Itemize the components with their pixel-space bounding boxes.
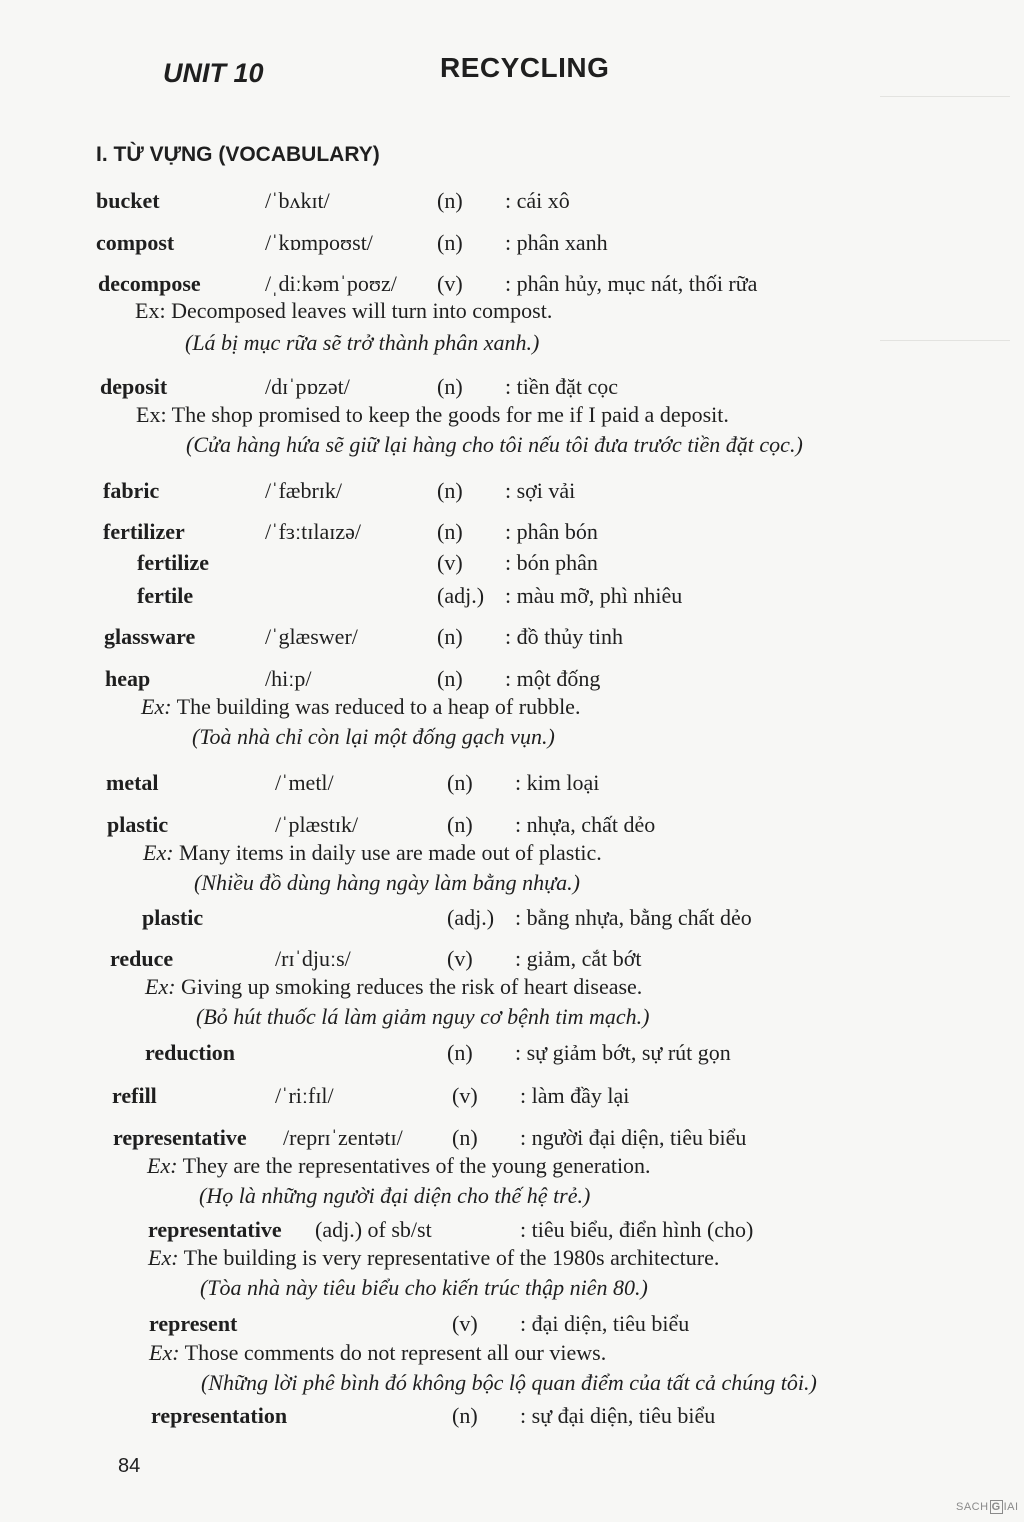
vocab-part-of-speech: (n) — [437, 230, 463, 255]
vocab-part-of-speech: (n) — [447, 812, 473, 837]
vocab-part-of-speech: (n) — [447, 770, 473, 795]
vocab-meaning: : kim loại — [515, 770, 600, 795]
example-label: Ex: — [147, 1153, 178, 1178]
vocab-entry — [103, 519, 980, 549]
vocab-phonetic: /ˈkɒmpoʊst/ — [265, 230, 373, 255]
vocab-entry — [110, 946, 980, 976]
vocab-part-of-speech: (n) — [437, 624, 463, 649]
vocab-phonetic: /ˈmetl/ — [275, 770, 334, 795]
vocab-word: representation — [151, 1403, 288, 1428]
example-label: Ex: — [148, 1245, 179, 1270]
vocab-phonetic: /ˈfæbrɪk/ — [265, 478, 342, 503]
vocab-word: refill — [112, 1083, 157, 1108]
vocab-word: fertilize — [137, 550, 210, 575]
vocab-entry — [145, 1040, 980, 1070]
example-translation: (Cửa hàng hứa sẽ giữ lại hàng cho tôi nếu tôi đưa trước tiền đặt cọc.) — [186, 432, 803, 457]
example-translation: (Bỏ hút thuốc lá làm giảm nguy cơ bệnh tim mạch.) — [196, 1004, 650, 1029]
vocab-part-of-speech: (v) — [452, 1083, 478, 1108]
bleed-through-line — [880, 340, 1010, 341]
vocab-entry — [142, 905, 980, 935]
vocab-part-of-speech: (n) — [437, 666, 463, 691]
vocab-word: represent — [149, 1311, 238, 1336]
vocab-entry — [96, 188, 980, 218]
vocab-meaning: : nhựa, chất dẻo — [515, 812, 656, 837]
vocab-entry — [113, 1125, 980, 1155]
vocab-entry — [104, 624, 980, 654]
vocab-entry — [98, 271, 980, 301]
vocab-part-of-speech: (n) — [447, 1040, 473, 1065]
vocab-meaning: : người đại diện, tiêu biểu — [520, 1125, 747, 1150]
vocab-word: fertile — [137, 583, 194, 608]
vocab-part-of-speech: (v) — [437, 550, 463, 575]
vocab-phonetic: /dɪˈpɒzət/ — [265, 374, 350, 399]
vocab-entry — [151, 1403, 980, 1433]
vocab-entry — [137, 583, 980, 613]
example-sentence — [145, 974, 642, 1000]
vocab-word: heap — [105, 666, 151, 691]
vocab-phonetic: /hiːp/ — [265, 666, 312, 691]
vocab-part-of-speech: (n) — [437, 519, 463, 544]
example-label: Ex: — [149, 1340, 180, 1365]
vocab-word: glassware — [104, 624, 196, 649]
vocab-word: decompose — [98, 271, 201, 296]
vocab-meaning: : tiêu biểu, điển hình (cho) — [520, 1217, 754, 1242]
example-text: Decomposed leaves will turn into compost. — [165, 298, 553, 323]
vocab-meaning: : phân bón — [505, 519, 598, 544]
vocab-phonetic: /reprɪˈzentətɪ/ — [283, 1125, 403, 1150]
example-sentence — [147, 1153, 651, 1179]
example-sentence — [136, 402, 729, 428]
example-text: The shop promised to keep the goods for me if I paid a deposit. — [166, 402, 729, 427]
vocab-entry — [100, 374, 980, 404]
vocab-entry — [137, 550, 980, 580]
vocab-phonetic: /ˌdiːkəmˈpoʊz/ — [265, 271, 397, 296]
vocab-part-of-speech: (n) — [437, 188, 463, 213]
example-text: They are the representatives of the young generation. — [177, 1153, 651, 1178]
example-text: Those comments do not represent all our views. — [179, 1340, 607, 1365]
unit-title: RECYCLING — [440, 52, 610, 83]
example-text: Giving up smoking reduces the risk of heart disease. — [175, 974, 643, 999]
vocab-meaning: : bón phân — [505, 550, 598, 575]
vocab-entry — [107, 812, 980, 842]
vocab-word: metal — [106, 770, 159, 795]
vocab-word: representative — [113, 1125, 247, 1150]
vocab-part-of-speech: (n) — [437, 478, 463, 503]
section-title: I. TỪ VỰNG (VOCABULARY) — [96, 143, 380, 166]
vocab-part-of-speech: (n) — [452, 1403, 478, 1428]
example-label: Ex: — [145, 974, 176, 999]
vocab-phonetic: /ˈglæswer/ — [265, 624, 358, 649]
vocab-meaning: : một đống — [505, 666, 601, 691]
vocab-meaning: : sợi vải — [505, 478, 576, 503]
example-translation: (Toà nhà chỉ còn lại một đống gạch vụn.) — [192, 724, 555, 749]
vocab-part-of-speech: (adj.) — [447, 905, 495, 930]
example-text: Many items in daily use are made out of plastic. — [173, 840, 602, 865]
vocab-entry — [105, 666, 980, 696]
example-translation: (Nhiều đồ dùng hàng ngày làm bằng nhựa.) — [194, 870, 580, 895]
example-label: Ex: — [135, 298, 166, 323]
watermark-right: IAI — [1003, 1501, 1019, 1513]
vocab-meaning: : tiền đặt cọc — [505, 374, 619, 399]
example-label: Ex: — [143, 840, 174, 865]
vocab-word: reduction — [145, 1040, 236, 1065]
vocab-phonetic: /ˈbʌkɪt/ — [265, 188, 330, 213]
example-label: Ex: — [141, 694, 172, 719]
vocab-entry — [149, 1311, 980, 1341]
vocab-phonetic: /ˈplæstɪk/ — [275, 812, 359, 837]
watermark-logo — [956, 1500, 1019, 1514]
example-sentence — [143, 840, 602, 866]
vocab-entry — [103, 478, 980, 508]
vocab-word: compost — [96, 230, 175, 255]
vocab-meaning: : làm đầy lại — [520, 1083, 630, 1108]
vocab-word: plastic — [142, 905, 204, 930]
example-translation: (Lá bị mục rữa sẽ trở thành phân xanh.) — [185, 330, 540, 355]
vocab-part-of-speech: (v) — [447, 946, 473, 971]
example-sentence — [148, 1245, 719, 1271]
vocab-word: representative — [148, 1217, 282, 1242]
vocab-part-of-speech: (n) — [437, 374, 463, 399]
watermark-box: G — [991, 1501, 1001, 1513]
example-translation: (Những lời phê bình đó không bộc lộ quan điểm của tất cả chúng tôi.) — [201, 1370, 817, 1395]
vocab-entry — [148, 1217, 980, 1247]
vocab-meaning: : đồ thủy tinh — [505, 624, 623, 649]
example-translation: (Tòa nhà này tiêu biểu cho kiến trúc thập niên 80.) — [200, 1275, 648, 1300]
vocab-word: fabric — [103, 478, 160, 503]
vocab-entry — [112, 1083, 980, 1113]
vocab-word: deposit — [100, 374, 168, 399]
vocab-part-of-speech: (adj.) — [437, 583, 485, 608]
vocab-word: bucket — [96, 188, 160, 213]
vocab-meaning: : sự giảm bớt, sự rút gọn — [515, 1040, 731, 1065]
example-translation: (Họ là những người đại diện cho thế hệ trẻ.) — [199, 1183, 591, 1208]
vocab-part-of-speech: (v) — [437, 271, 463, 296]
example-label: Ex: — [136, 402, 167, 427]
vocab-word: fertilizer — [103, 519, 185, 544]
vocab-meaning: : giảm, cắt bớt — [515, 946, 642, 971]
vocab-phonetic: /rɪˈdjuːs/ — [275, 946, 351, 971]
vocab-meaning: : phân xanh — [505, 230, 608, 255]
example-text: The building was reduced to a heap of rubble. — [171, 694, 581, 719]
vocab-part-of-speech: (v) — [452, 1311, 478, 1336]
vocab-entry — [96, 230, 980, 260]
example-text: The building is very representative of the 1980s architecture. — [178, 1245, 720, 1270]
vocab-meaning: : bằng nhựa, bằng chất dẻo — [515, 905, 752, 930]
bleed-through-line — [880, 96, 1010, 97]
watermark-left: SACH — [956, 1501, 989, 1513]
page-number: 84 — [118, 1455, 141, 1477]
example-sentence — [141, 694, 580, 720]
vocab-meaning: : cái xô — [505, 188, 570, 213]
unit-number: UNIT 10 — [163, 58, 264, 88]
vocab-word: plastic — [107, 812, 169, 837]
vocab-phonetic: /ˈfɜːtɪlaɪzə/ — [265, 519, 361, 544]
vocab-part-of-speech: (n) — [452, 1125, 478, 1150]
example-sentence — [135, 298, 552, 324]
vocab-meaning: : đại diện, tiêu biểu — [520, 1311, 690, 1336]
vocab-entry — [106, 770, 980, 800]
vocab-part-of-speech: (adj.) of sb/st — [315, 1217, 432, 1242]
vocab-meaning: : sự đại diện, tiêu biểu — [520, 1403, 716, 1428]
vocab-meaning: : màu mỡ, phì nhiêu — [505, 583, 683, 608]
example-sentence — [149, 1340, 606, 1366]
vocab-meaning: : phân hủy, mục nát, thối rữa — [505, 271, 758, 296]
vocab-word: reduce — [110, 946, 174, 971]
vocab-phonetic: /ˈriːfɪl/ — [275, 1083, 334, 1108]
